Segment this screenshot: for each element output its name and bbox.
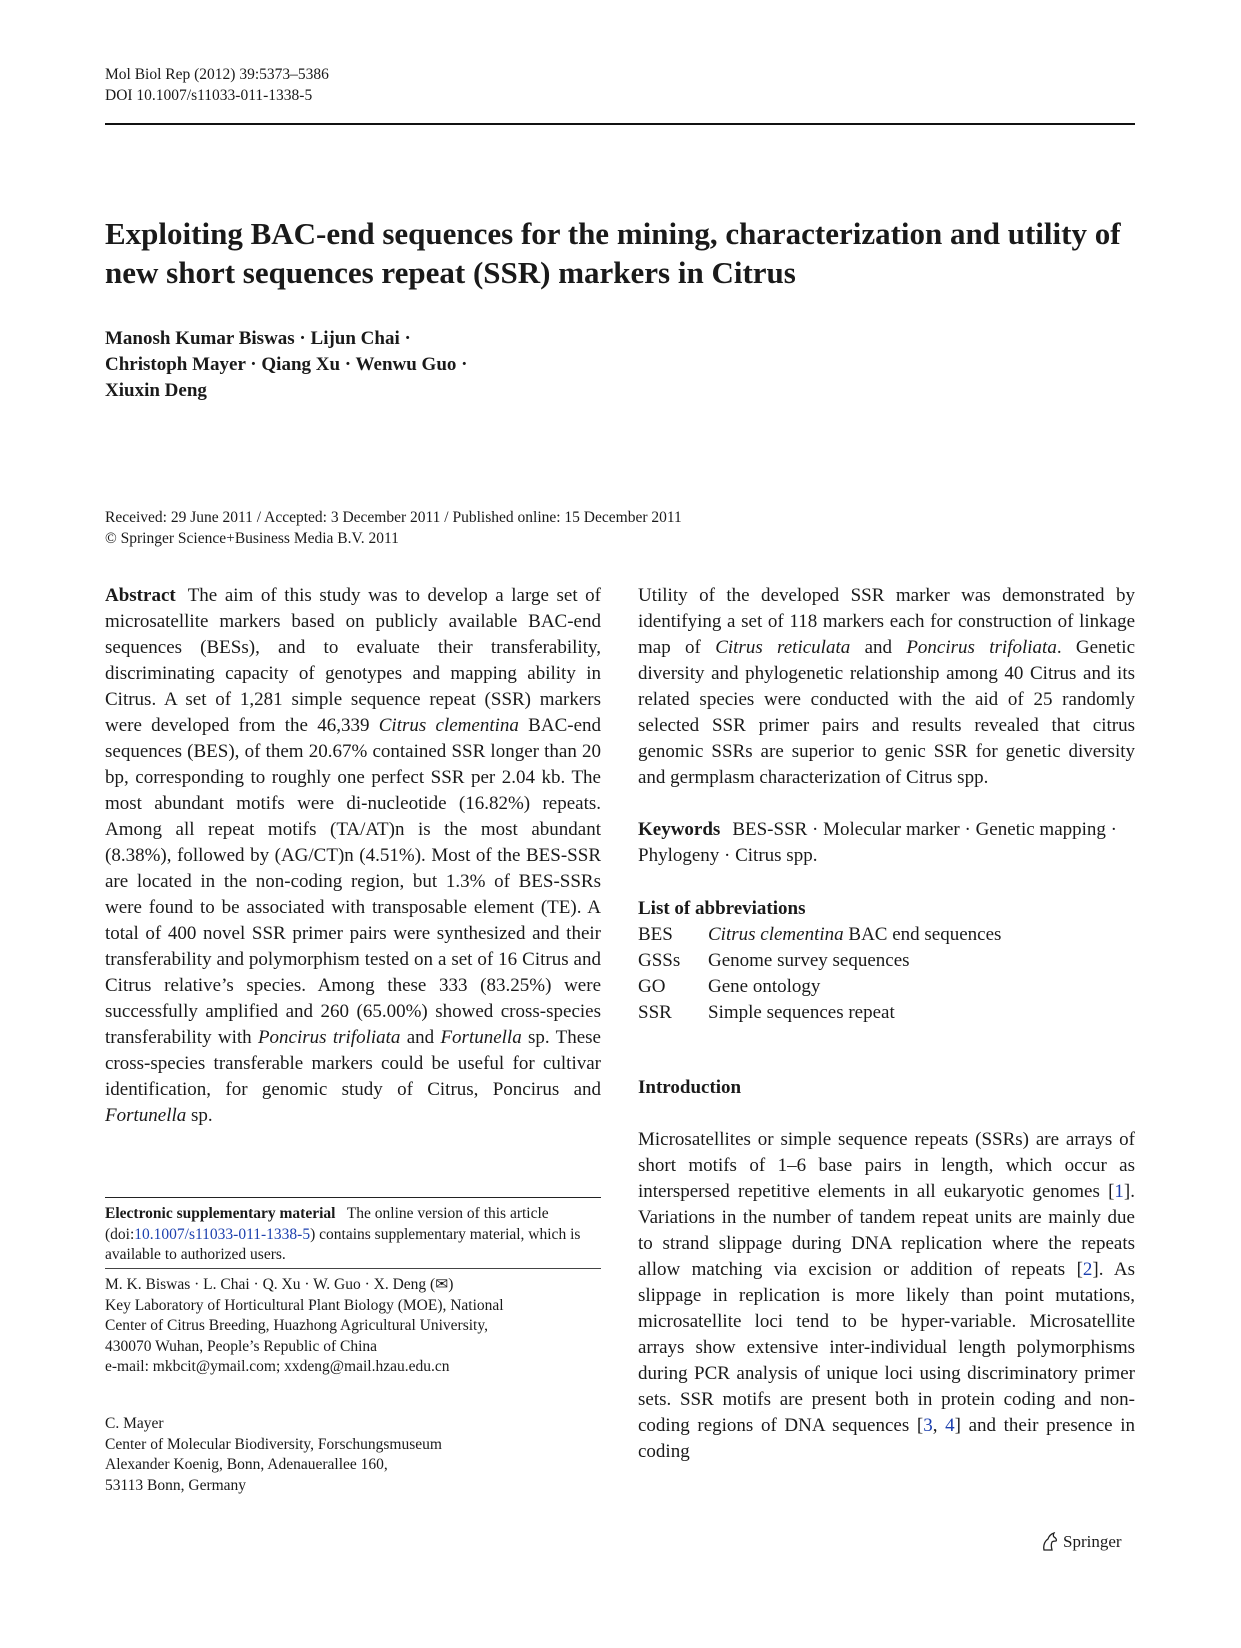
doi-line: DOI 10.1007/s11033-011-1338-5: [105, 87, 313, 104]
abstract-label: Abstract: [105, 585, 176, 606]
citation-link[interactable]: 2: [1082, 1259, 1093, 1280]
citation-link[interactable]: 3: [923, 1415, 933, 1436]
abstract-text: . Genetic diversity and phylogenetic relationship among 40 Citrus and its related species were conducted with the aid of 25 randomly selected SSR primer pairs and results revealed that citrus genomic SSRs are superior to genic SSR for genetic diversity and germplasm characterization of Citrus spp.: [638, 637, 1135, 788]
abbreviation-row: [638, 922, 1135, 948]
right-column: [638, 583, 1135, 1465]
abstract-text: sp. These cross-species transferable markers could be useful for cultivar identification, for genomic study of Citrus, Poncirus and: [105, 1027, 601, 1100]
abbreviation-row: [638, 974, 1135, 1000]
affiliation-line: Center of Molecular Biodiversity, Forschungsmuseum: [105, 1435, 442, 1453]
abbreviation-key: SSR: [638, 1002, 672, 1023]
keywords-text: BES-SSR · Molecular marker · Genetic mapping · Phylogeny · Citrus spp.: [638, 819, 1117, 866]
abstract-text: sp.: [186, 1105, 213, 1126]
abbreviation-row: [638, 1000, 1135, 1026]
abstract-text: Utility of the developed SSR marker was demonstrated by identifying a set of 118 markers each for construction of linkage map of: [638, 585, 1135, 658]
species-name: Citrus clementina: [708, 924, 844, 945]
keywords: [638, 817, 1135, 869]
doi-link[interactable]: 10.1007/s11033-011-1338-5: [134, 1225, 311, 1243]
esm-text: ) contains supplementary material, which is available to authorized users.: [105, 1225, 581, 1263]
abbreviation-row: [638, 948, 1135, 974]
abbreviations-list: [638, 922, 1135, 1026]
abstract-text: The aim of this study was to develop a large set of microsatellite markers based on publicly available BAC-end sequences (BESs), and to evaluate their transferability, discriminating capacity of genotypes and mapping ability in Citrus. A set of 1,281 simple sequence repeat (SSR) markers were developed from the 46,339: [105, 585, 601, 736]
abstract-text: BAC-end sequences (BES), of them 20.67% contained SSR longer than 20 bp, corresponding to roughly one perfect SSR per 2.04 kb. The most abundant motifs were di-nucleotide (16.82%) repeats. Among all repeat motifs (TA/AT)n is the most abundant (8.38%), followed by (AG/CT)n (4.51%). Most of the BES-SSR are located in the non-coding region, but 1.3% of BES-SSRs were found to be associated with transposable element (TE). A total of 400 novel SSR primer pairs were synthesized and their transferability and polymorphism tested on a set of 16 Citrus and Citrus relative’s species. Among these 333 (83.25%) were successfully amplified and 260 (65.00%) showed cross-species transferability with: [105, 715, 602, 1048]
abbreviation-key: BES: [638, 924, 673, 945]
esm-label: Electronic supplementary material: [105, 1205, 336, 1222]
abbreviation-value: Gene ontology: [708, 976, 821, 997]
species-name: Poncirus trifoliata: [906, 637, 1057, 658]
affiliation-line: 53113 Bonn, Germany: [105, 1476, 247, 1494]
species-name: Citrus clementina: [378, 715, 519, 736]
publication-dates: [105, 507, 682, 549]
esm-text: The online version of this article (doi:: [105, 1205, 549, 1243]
abstract-paragraph-continued: [638, 583, 1135, 791]
author-line-3: Xiuxin Deng: [105, 380, 207, 401]
author-line-2: Christoph Mayer · Qiang Xu · Wenwu Guo ·: [105, 354, 468, 375]
abstract-text: and: [400, 1027, 441, 1048]
affiliation-line: 430070 Wuhan, People’s Republic of China: [105, 1337, 378, 1355]
author-list: [105, 326, 467, 404]
abbreviations-title: List of abbreviations: [638, 898, 806, 919]
affiliation-authors: M. K. Biswas · L. Chai · Q. Xu · W. Guo · X. Deng (✉): [105, 1276, 454, 1293]
keywords-label: Keywords: [638, 819, 721, 840]
abbreviation-value: Simple sequences repeat: [708, 1002, 895, 1023]
species-name: Citrus reticulata: [715, 637, 851, 658]
intro-text: Microsatellites or simple sequence repeats (SSRs) are arrays of short motifs of 1–6 base pairs in length, which occur as interspersed repetitive elements in all eukaryotic genomes [: [638, 1129, 1135, 1202]
abbreviation-key: GSSs: [638, 950, 681, 971]
intro-text: ,: [932, 1415, 946, 1436]
intro-text: ] and their presence in coding: [638, 1415, 1136, 1462]
intro-text: ]. As slippage in replication is more likely than point mutations, microsatellite loci tend to be hyper-variable. Microsatellite arrays show extensive inter-individual length polymorphisms during PCR analysis of unique loci using discriminatory primer sets. SSR motifs are present both in protein coding and non-coding regions of DNA sequences [: [638, 1259, 1135, 1436]
abbreviation-key: GO: [638, 976, 666, 997]
journal-citation: Mol Biol Rep (2012) 39:5373–5386: [105, 66, 329, 83]
publisher-logo: [1040, 1532, 1122, 1552]
copyright-line: © Springer Science+Business Media B.V. 2011: [105, 530, 399, 547]
affiliation-block: [105, 1414, 601, 1496]
abstract-paragraph: [105, 583, 601, 1129]
affiliation-authors: C. Mayer: [105, 1415, 164, 1432]
species-name: Fortunella: [440, 1027, 522, 1048]
running-header: [105, 64, 329, 106]
publisher-name: Springer: [1063, 1532, 1122, 1551]
supplementary-note: [105, 1197, 601, 1266]
affiliation-line: Key Laboratory of Horticultural Plant Biology (MOE), National: [105, 1296, 504, 1314]
history-dates: Received: 29 June 2011 / Accepted: 3 December 2011 / Published online: 15 December 2011: [105, 509, 682, 526]
left-column: [105, 583, 601, 1129]
paper-title: Exploiting BAC-end sequences for the mining, characterization and utility of new short sequences repeat (SSR) markers in Citrus: [105, 216, 1121, 290]
species-name: Fortunella: [105, 1105, 187, 1126]
abbreviation-value-text: BAC end sequences: [843, 924, 1002, 945]
contact-email: e-mail: mkbcit@ymail.com; xxdeng@mail.hzau.edu.cn: [105, 1358, 450, 1375]
introduction-heading: Introduction: [638, 1077, 742, 1098]
abbreviation-value: [708, 922, 1001, 948]
springer-horse-icon: [1040, 1532, 1058, 1552]
affiliation-line: Alexander Koenig, Bonn, Adenauerallee 160,: [105, 1456, 388, 1473]
introduction-paragraph: [638, 1127, 1135, 1465]
abbreviation-value: Genome survey sequences: [708, 950, 910, 971]
species-name: Poncirus trifoliata: [257, 1027, 401, 1048]
header-rule: [105, 123, 1135, 125]
intro-text: ]. Variations in the number of tandem repeat units are mainly due to strand slippage during DNA replication where the repeats allow matching via excision or addition of repeats [: [638, 1181, 1135, 1280]
citation-link[interactable]: 4: [945, 1415, 955, 1436]
abstract-text: and: [850, 637, 907, 658]
affiliation-block: [105, 1268, 601, 1378]
affiliation-line: Center of Citrus Breeding, Huazhong Agricultural University,: [105, 1317, 488, 1334]
author-line-1: Manosh Kumar Biswas · Lijun Chai ·: [105, 328, 411, 349]
citation-link[interactable]: 1: [1114, 1181, 1124, 1202]
